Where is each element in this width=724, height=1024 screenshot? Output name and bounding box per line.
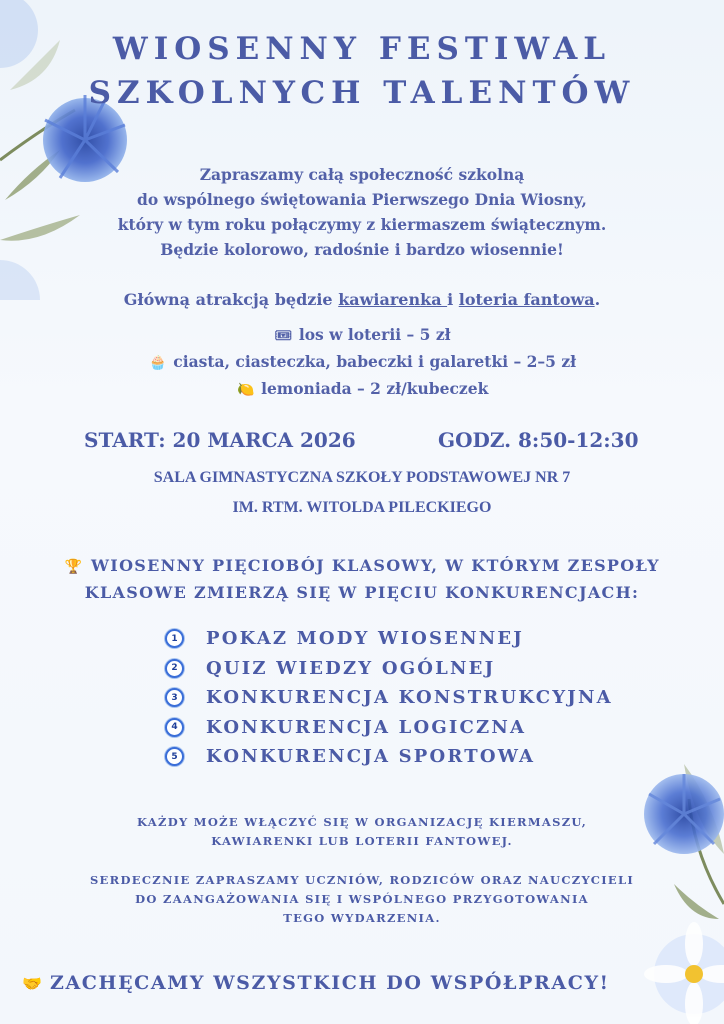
list-item xyxy=(165,683,613,713)
price-text: ciasta, ciasteczka, babeczki i galaretki – 2–5 zł xyxy=(173,352,577,371)
pentathlon-line-1: WIOSENNY PIĘCIOBÓJ KLASOWY, W KTÓRYM ZESPOŁY xyxy=(91,556,660,575)
competition-list xyxy=(165,624,613,772)
attraction-suffix: . xyxy=(594,290,601,309)
event-venue xyxy=(0,463,724,523)
handshake-icon: 🤝 xyxy=(22,974,44,993)
note-line: KAWIARENKI LUB LOTERII FANTOWEJ. xyxy=(211,834,513,848)
page-title xyxy=(0,27,724,115)
note-line: DO ZAANGAŻOWANIA SIĘ I WSPÓLNEGO PRZYGOTOWANIA xyxy=(135,892,589,906)
title-line-1: WIOSENNY FESTIWAL xyxy=(112,31,612,67)
invitation-note xyxy=(0,871,724,928)
number-badge-icon: 3 xyxy=(165,688,184,707)
number-badge-icon: 2 xyxy=(165,659,184,678)
title-line-2: SZKOLNYCH TALENTÓW xyxy=(88,75,636,111)
pentathlon-heading xyxy=(0,553,724,606)
ticket-icon: 🎟 xyxy=(274,328,293,344)
venue-line-2: IM. RTM. WITOLDA PILECKIEGO xyxy=(232,499,492,516)
price-item xyxy=(0,322,724,349)
pentathlon-line-2: KLASOWE ZMIERZĄ SIĘ W PIĘCIU KONKURENCJACH: xyxy=(84,583,640,602)
intro-line: do wspólnego świętowania Pierwszego Dnia Wiosny, xyxy=(137,190,587,209)
price-item xyxy=(0,376,724,403)
price-text: los w loterii – 5 zł xyxy=(298,325,451,344)
number-badge-icon: 1 xyxy=(165,629,184,648)
list-item xyxy=(165,713,613,743)
main-attraction xyxy=(0,290,724,309)
participation-note xyxy=(0,813,724,851)
number-badge-icon: 4 xyxy=(165,718,184,737)
price-text: lemoniada – 2 zł/kubeczek xyxy=(261,379,489,398)
attraction-cafe: kawiarenka xyxy=(338,290,448,309)
number-badge-icon: 5 xyxy=(165,747,184,766)
competition-label: KONKURENCJA LOGICZNA xyxy=(206,716,527,738)
closing-text: ZACHĘCAMY WSZYSTKICH DO WSPÓŁPRACY! xyxy=(50,972,610,994)
event-date-row xyxy=(84,428,664,452)
cupcake-icon: 🧁 xyxy=(149,355,167,371)
list-item xyxy=(165,624,613,654)
price-item xyxy=(0,349,724,376)
intro-line: Zapraszamy całą społeczność szkolną xyxy=(199,165,525,184)
note-line: TEGO WYDARZENIA. xyxy=(283,911,441,925)
lemon-icon: 🍋 xyxy=(236,382,255,398)
note-line: KAŻDY MOŻE WŁĄCZYĆ SIĘ W ORGANIZACJĘ KIERMASZU, xyxy=(136,815,588,829)
event-start-date: START: 20 MARCA 2026 xyxy=(84,428,356,452)
closing-call xyxy=(22,972,662,994)
list-item xyxy=(165,742,613,772)
competition-label: QUIZ WIEDZY OGÓLNEJ xyxy=(206,657,496,679)
attraction-prefix: Główną atrakcją będzie xyxy=(123,290,339,309)
intro-line: Będzie kolorowo, radośnie i bardzo wiosennie! xyxy=(160,240,564,259)
attraction-conj: i xyxy=(447,290,459,309)
attraction-lottery: loteria fantowa xyxy=(458,290,595,309)
event-time: GODZ. 8:50-12:30 xyxy=(438,428,639,452)
competition-label: KONKURENCJA SPORTOWA xyxy=(206,746,536,768)
trophy-icon: 🏆 xyxy=(64,559,84,575)
price-list xyxy=(0,322,724,403)
intro-paragraph xyxy=(0,162,724,262)
note-line: SERDECZNIE ZAPRASZAMY UCZNIÓW, RODZICÓW ORAZ NAUCZYCIELI xyxy=(89,873,635,887)
intro-line: który w tym roku połączymy z kiermaszem świątecznym. xyxy=(117,215,607,234)
competition-label: KONKURENCJA KONSTRUKCYJNA xyxy=(206,687,613,709)
list-item xyxy=(165,654,613,684)
competition-label: POKAZ MODY WIOSENNEJ xyxy=(206,628,525,650)
venue-line-1: SALA GIMNASTYCZNA SZKOŁY PODSTAWOWEJ NR 7 xyxy=(153,469,571,486)
